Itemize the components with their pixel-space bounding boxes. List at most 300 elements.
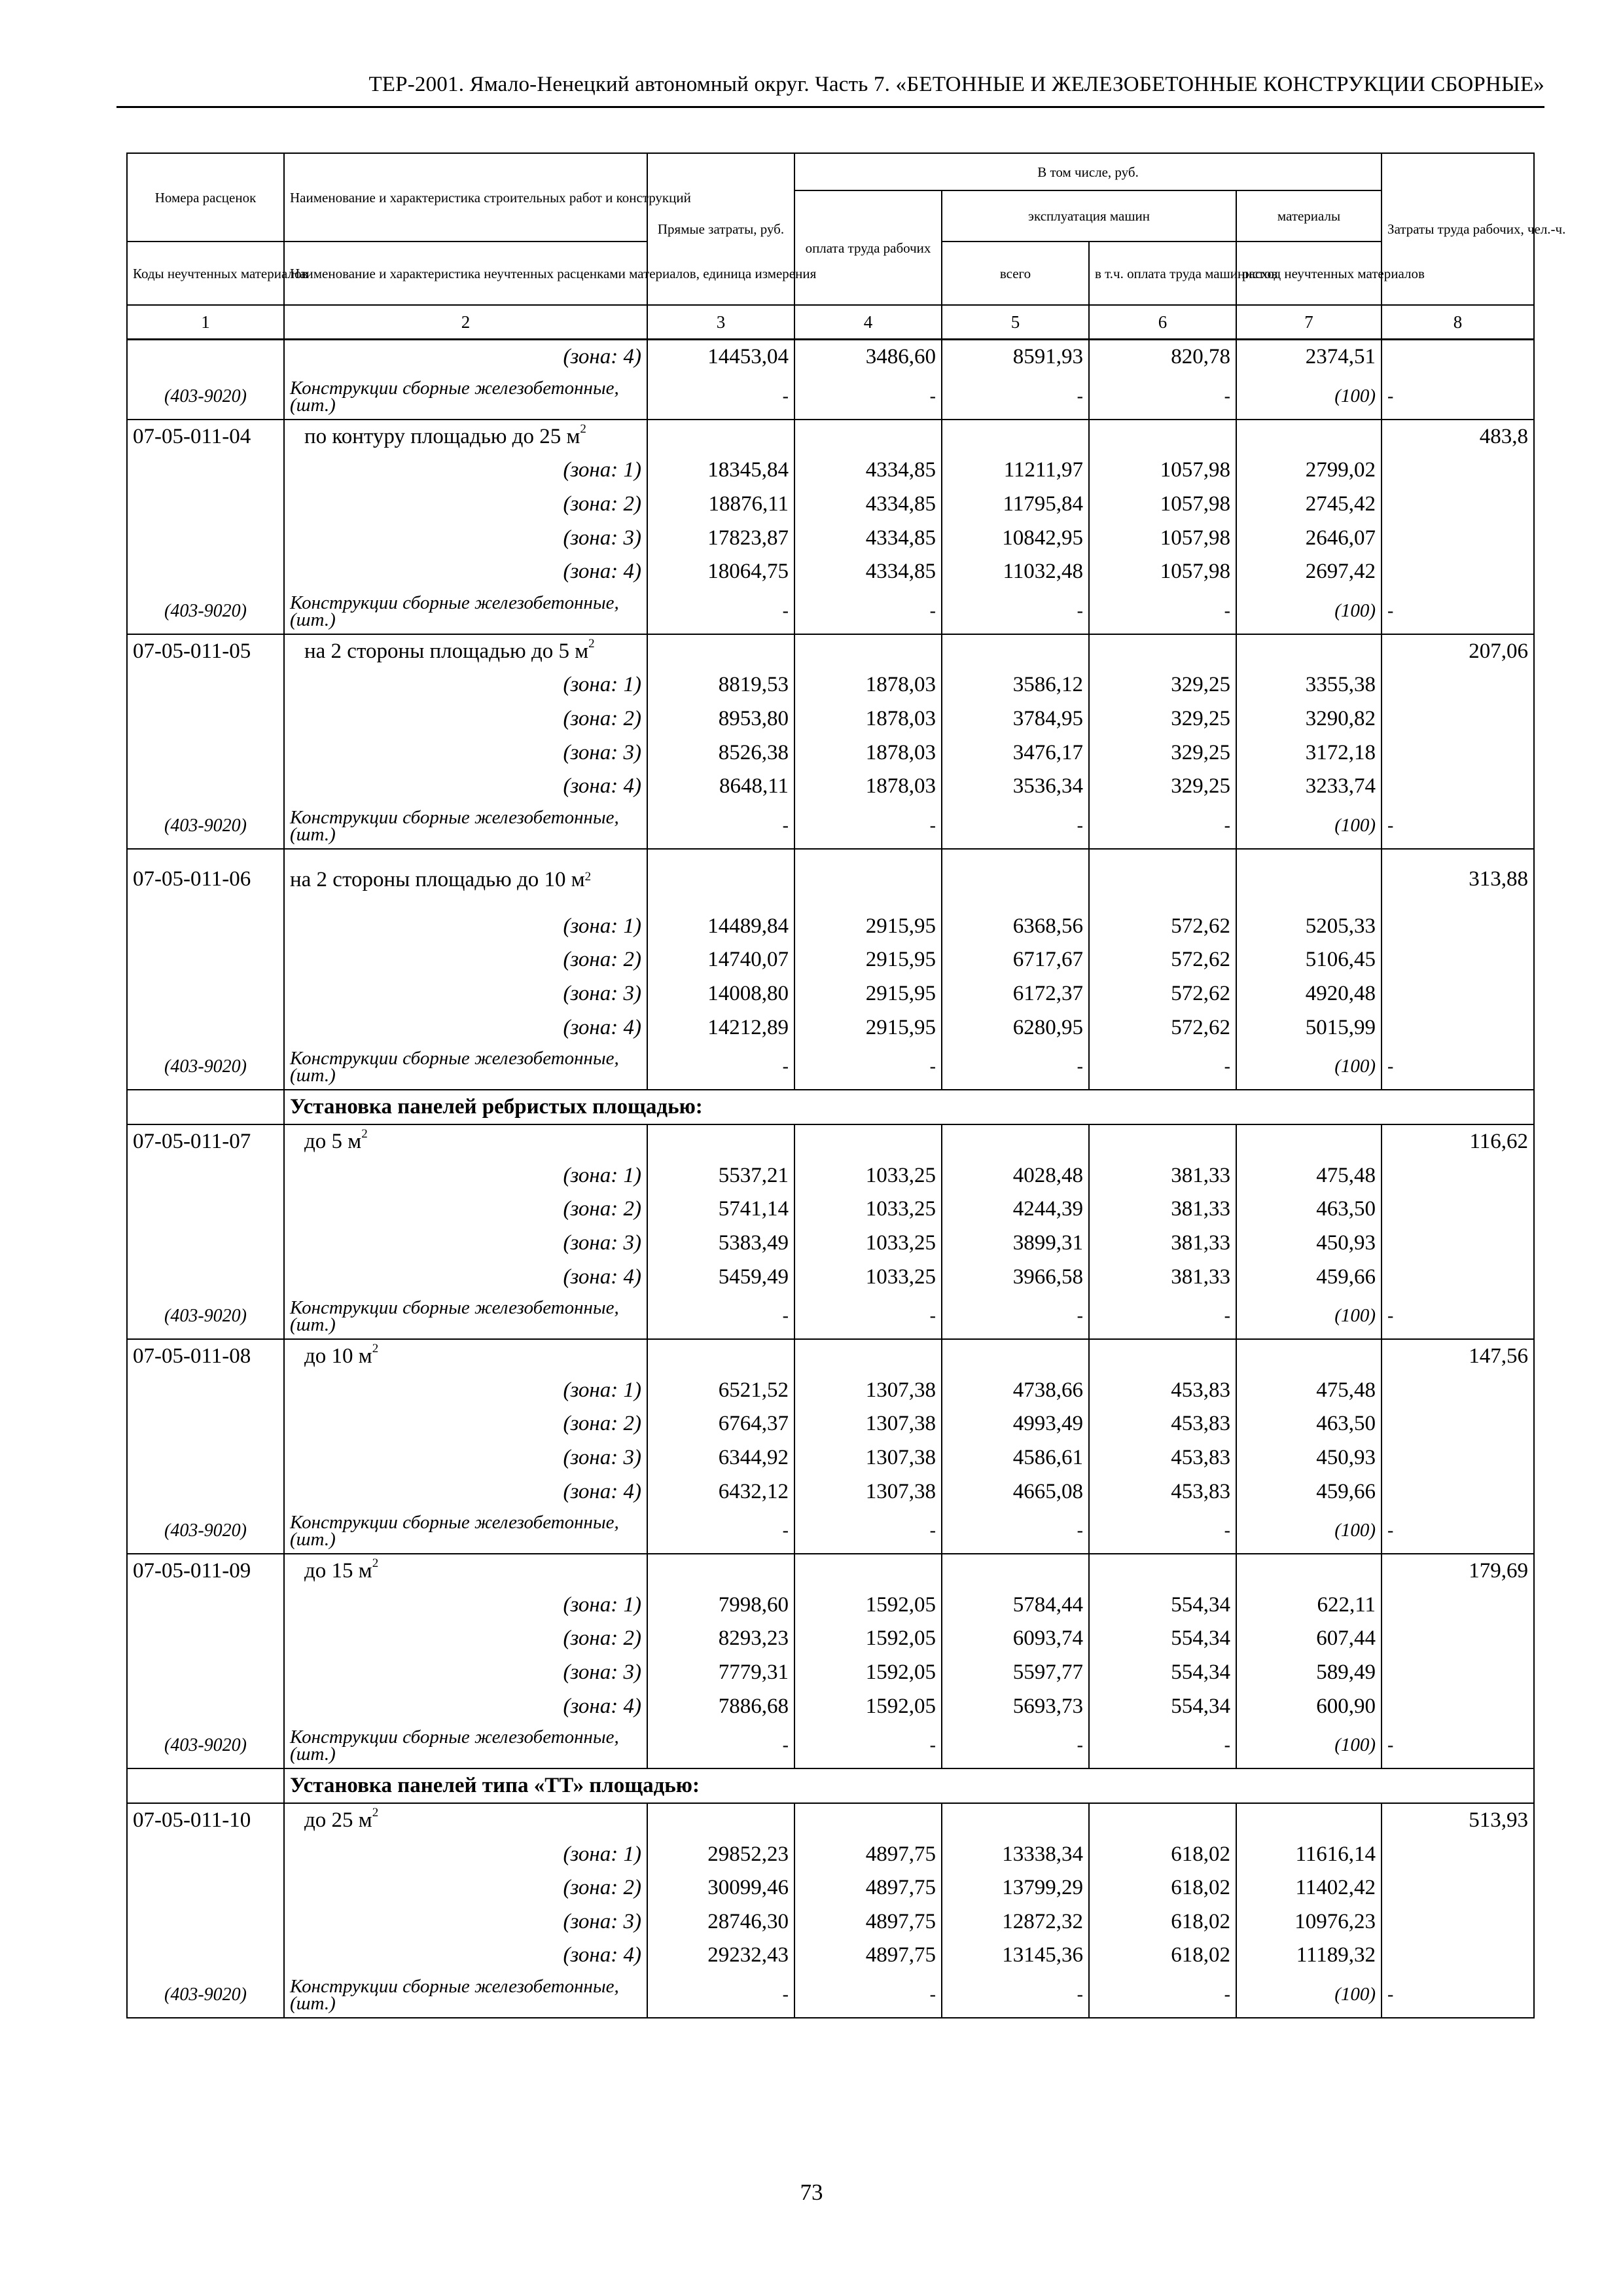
value-cell: 8648,11 bbox=[647, 770, 794, 804]
empty-cell bbox=[942, 1554, 1089, 1588]
value-cell: 5106,45 bbox=[1236, 943, 1382, 977]
zone-label: (зона: 1) bbox=[284, 1837, 647, 1871]
labor-cost: 313,88 bbox=[1382, 849, 1534, 910]
empty-cell bbox=[1382, 488, 1534, 522]
zone-label: (зона: 2) bbox=[284, 488, 647, 522]
material-code: (403-9020) bbox=[127, 1294, 284, 1339]
empty-cell bbox=[1382, 340, 1534, 374]
empty-cell bbox=[1382, 1193, 1534, 1227]
value-cell: 2915,95 bbox=[794, 943, 942, 977]
material-row bbox=[127, 589, 1534, 634]
value-cell: 475,48 bbox=[1236, 1373, 1382, 1407]
zone-label: (зона: 4) bbox=[284, 1689, 647, 1723]
value-cell: 1878,03 bbox=[794, 770, 942, 804]
value-cell: 8591,93 bbox=[942, 340, 1089, 374]
section-row bbox=[127, 1768, 1534, 1803]
col7-header: расход неучтенных материалов bbox=[1236, 242, 1382, 305]
material-row bbox=[127, 374, 1534, 420]
value-cell: 618,02 bbox=[1089, 1837, 1236, 1871]
value-cell: 4665,08 bbox=[942, 1475, 1089, 1509]
empty-cell bbox=[1089, 849, 1236, 910]
col-number: 1 bbox=[127, 305, 284, 340]
unit-superscript: 2 bbox=[588, 636, 595, 651]
value-cell: 618,02 bbox=[1089, 1871, 1236, 1905]
value-cell: 8819,53 bbox=[647, 668, 794, 702]
machines-header: эксплуатация машин bbox=[942, 190, 1236, 242]
zone-row bbox=[127, 1689, 1534, 1723]
value-cell: 7998,60 bbox=[647, 1588, 794, 1622]
value-cell: 554,34 bbox=[1089, 1689, 1236, 1723]
dash-cell: - bbox=[942, 589, 1089, 634]
labor-cost: 116,62 bbox=[1382, 1124, 1534, 1159]
empty-cell bbox=[1382, 1656, 1534, 1690]
material-name: Конструкции сборные железобетонные, (шт.) bbox=[284, 1045, 647, 1090]
dash-cell: - bbox=[1089, 1973, 1236, 2018]
empty-cell bbox=[127, 702, 284, 736]
dash-cell: - bbox=[1382, 1973, 1534, 2018]
value-cell: 14740,07 bbox=[647, 943, 794, 977]
running-header: ТЕР-2001. Ямало-Ненецкий автономный округ. Часть 7. «БЕТОННЫЕ И ЖЕЛЕЗОБЕТОННЫЕ КОНСТРУКЦИИ СБОРНЫЕ» bbox=[368, 73, 1544, 96]
value-cell: 618,02 bbox=[1089, 1939, 1236, 1973]
empty-cell bbox=[942, 420, 1089, 454]
materials-header: материалы bbox=[1236, 190, 1382, 242]
labor-cost: 483,8 bbox=[1382, 420, 1534, 454]
empty-cell bbox=[1089, 634, 1236, 669]
dash-cell: - bbox=[942, 1509, 1089, 1554]
zone-row bbox=[127, 1373, 1534, 1407]
value-cell: 14489,84 bbox=[647, 910, 794, 944]
empty-cell bbox=[1236, 849, 1382, 910]
dash-cell: - bbox=[1382, 1509, 1534, 1554]
rate-name bbox=[284, 1124, 647, 1159]
empty-cell bbox=[127, 1260, 284, 1294]
labor-cost: 513,93 bbox=[1382, 1803, 1534, 1838]
empty-cell bbox=[1382, 1260, 1534, 1294]
empty-cell bbox=[1382, 1159, 1534, 1193]
dash-cell: - bbox=[1089, 1509, 1236, 1554]
value-cell: 453,83 bbox=[1089, 1475, 1236, 1509]
rate-code: 07-05-011-07 bbox=[127, 1124, 284, 1159]
col1-bottom-header: Коды неучтенных материалов bbox=[127, 242, 284, 305]
value-cell: 6432,12 bbox=[647, 1475, 794, 1509]
empty-cell bbox=[647, 1124, 794, 1159]
rate-row bbox=[127, 1803, 1534, 1838]
col1-top-header: Номера расценок bbox=[127, 153, 284, 242]
empty-cell bbox=[1382, 555, 1534, 589]
dash-cell: - bbox=[647, 1723, 794, 1768]
value-cell: 5459,49 bbox=[647, 1260, 794, 1294]
unit-superscript: 2 bbox=[580, 422, 586, 436]
value-cell: 5597,77 bbox=[942, 1656, 1089, 1690]
value-cell: 1592,05 bbox=[794, 1588, 942, 1622]
empty-cell bbox=[1236, 1803, 1382, 1838]
unit-superscript: 2 bbox=[361, 1127, 368, 1141]
value-cell: 18345,84 bbox=[647, 454, 794, 488]
empty-cell bbox=[647, 849, 794, 910]
empty-cell bbox=[1382, 1689, 1534, 1723]
zone-row bbox=[127, 1011, 1534, 1045]
value-cell: 7779,31 bbox=[647, 1656, 794, 1690]
value-cell: 329,25 bbox=[1089, 668, 1236, 702]
material-consumption: (100) bbox=[1236, 1509, 1382, 1554]
value-cell: 5383,49 bbox=[647, 1227, 794, 1261]
col5-header: всего bbox=[942, 242, 1089, 305]
empty-cell bbox=[127, 1768, 284, 1803]
dash-cell: - bbox=[794, 374, 942, 420]
value-cell: 5015,99 bbox=[1236, 1011, 1382, 1045]
value-cell: 11032,48 bbox=[942, 555, 1089, 589]
zone-row bbox=[127, 702, 1534, 736]
value-cell: 3899,31 bbox=[942, 1227, 1089, 1261]
empty-cell bbox=[1382, 977, 1534, 1011]
col-number: 5 bbox=[942, 305, 1089, 340]
zone-label: (зона: 4) bbox=[284, 770, 647, 804]
section-row bbox=[127, 1090, 1534, 1124]
empty-cell bbox=[1236, 1339, 1382, 1374]
dash-cell: - bbox=[942, 1045, 1089, 1090]
value-cell: 554,34 bbox=[1089, 1588, 1236, 1622]
empty-cell bbox=[647, 420, 794, 454]
empty-cell bbox=[1089, 1339, 1236, 1374]
zone-label: (зона: 3) bbox=[284, 1441, 647, 1475]
material-code: (403-9020) bbox=[127, 589, 284, 634]
rate-name bbox=[284, 1803, 647, 1838]
material-name: Конструкции сборные железобетонные, (шт.) bbox=[284, 374, 647, 420]
zone-label: (зона: 4) bbox=[284, 1260, 647, 1294]
empty-cell bbox=[127, 668, 284, 702]
empty-cell bbox=[942, 849, 1089, 910]
rate-row bbox=[127, 1554, 1534, 1588]
empty-cell bbox=[1382, 1475, 1534, 1509]
empty-cell bbox=[794, 634, 942, 669]
empty-cell bbox=[1382, 736, 1534, 770]
value-cell: 554,34 bbox=[1089, 1656, 1236, 1690]
dash-cell: - bbox=[942, 1973, 1089, 2018]
value-cell: 3233,74 bbox=[1236, 770, 1382, 804]
dash-cell: - bbox=[647, 1045, 794, 1090]
empty-cell bbox=[127, 1656, 284, 1690]
value-cell: 6521,52 bbox=[647, 1373, 794, 1407]
value-cell: 7886,68 bbox=[647, 1689, 794, 1723]
empty-cell bbox=[1382, 454, 1534, 488]
material-consumption: (100) bbox=[1236, 374, 1382, 420]
zone-row bbox=[127, 1905, 1534, 1939]
zone-label: (зона: 2) bbox=[284, 943, 647, 977]
value-cell: 8526,38 bbox=[647, 736, 794, 770]
empty-cell bbox=[942, 1124, 1089, 1159]
empty-cell bbox=[127, 1441, 284, 1475]
value-cell: 30099,46 bbox=[647, 1871, 794, 1905]
zone-label: (зона: 2) bbox=[284, 702, 647, 736]
value-cell: 10842,95 bbox=[942, 521, 1089, 555]
zone-row bbox=[127, 736, 1534, 770]
value-cell: 5784,44 bbox=[942, 1588, 1089, 1622]
value-cell: 1307,38 bbox=[794, 1441, 942, 1475]
value-cell: 607,44 bbox=[1236, 1622, 1382, 1656]
value-cell: 4920,48 bbox=[1236, 977, 1382, 1011]
zone-label: (зона: 1) bbox=[284, 454, 647, 488]
empty-cell bbox=[1382, 1871, 1534, 1905]
value-cell: 453,83 bbox=[1089, 1407, 1236, 1441]
zone-label: (зона: 3) bbox=[284, 736, 647, 770]
value-cell: 589,49 bbox=[1236, 1656, 1382, 1690]
value-cell: 572,62 bbox=[1089, 977, 1236, 1011]
value-cell: 4897,75 bbox=[794, 1939, 942, 1973]
dash-cell: - bbox=[794, 589, 942, 634]
value-cell: 5205,33 bbox=[1236, 910, 1382, 944]
value-cell: 3290,82 bbox=[1236, 702, 1382, 736]
dash-cell: - bbox=[794, 1294, 942, 1339]
empty-cell bbox=[647, 1339, 794, 1374]
dash-cell: - bbox=[794, 804, 942, 849]
empty-cell bbox=[794, 1124, 942, 1159]
empty-cell bbox=[1236, 420, 1382, 454]
dash-cell: - bbox=[647, 589, 794, 634]
value-cell: 4586,61 bbox=[942, 1441, 1089, 1475]
dash-cell: - bbox=[794, 1973, 942, 2018]
value-cell: 459,66 bbox=[1236, 1475, 1382, 1509]
rate-code: 07-05-011-09 bbox=[127, 1554, 284, 1588]
value-cell: 1033,25 bbox=[794, 1227, 942, 1261]
empty-cell bbox=[127, 1837, 284, 1871]
rate-code: 07-05-011-10 bbox=[127, 1803, 284, 1838]
material-name: Конструкции сборные железобетонные, (шт.) bbox=[284, 1509, 647, 1554]
col-number: 2 bbox=[284, 305, 647, 340]
value-cell: 10976,23 bbox=[1236, 1905, 1382, 1939]
material-consumption: (100) bbox=[1236, 804, 1382, 849]
value-cell: 6368,56 bbox=[942, 910, 1089, 944]
rate-name bbox=[284, 1554, 647, 1588]
rate-name-text: на 2 стороны площадью до 10 м bbox=[290, 867, 585, 891]
value-cell: 6764,37 bbox=[647, 1407, 794, 1441]
value-cell: 554,34 bbox=[1089, 1622, 1236, 1656]
zone-row bbox=[127, 668, 1534, 702]
empty-cell bbox=[1382, 521, 1534, 555]
value-cell: 453,83 bbox=[1089, 1441, 1236, 1475]
empty-cell bbox=[127, 1193, 284, 1227]
empty-cell bbox=[1382, 770, 1534, 804]
value-cell: 475,48 bbox=[1236, 1159, 1382, 1193]
material-row bbox=[127, 1973, 1534, 2018]
empty-cell bbox=[127, 1905, 284, 1939]
value-cell: 1592,05 bbox=[794, 1622, 942, 1656]
labor-cost: 207,06 bbox=[1382, 634, 1534, 669]
value-cell: 2915,95 bbox=[794, 977, 942, 1011]
empty-cell bbox=[127, 1939, 284, 1973]
table-body bbox=[127, 340, 1534, 2018]
value-cell: 28746,30 bbox=[647, 1905, 794, 1939]
zone-row bbox=[127, 770, 1534, 804]
value-cell: 13799,29 bbox=[942, 1871, 1089, 1905]
value-cell: 4334,85 bbox=[794, 488, 942, 522]
empty-cell bbox=[1089, 1124, 1236, 1159]
empty-cell bbox=[1236, 1554, 1382, 1588]
zone-row bbox=[127, 1656, 1534, 1690]
value-cell: 3586,12 bbox=[942, 668, 1089, 702]
material-code: (403-9020) bbox=[127, 1509, 284, 1554]
value-cell: 11616,14 bbox=[1236, 1837, 1382, 1871]
value-cell: 4028,48 bbox=[942, 1159, 1089, 1193]
unit-superscript: 2 bbox=[372, 1806, 379, 1820]
rate-code: 07-05-011-08 bbox=[127, 1339, 284, 1374]
value-cell: 6717,67 bbox=[942, 943, 1089, 977]
zone-label: (зона: 3) bbox=[284, 1656, 647, 1690]
empty-cell bbox=[942, 1803, 1089, 1838]
dash-cell: - bbox=[647, 1509, 794, 1554]
empty-cell bbox=[127, 736, 284, 770]
empty-cell bbox=[127, 910, 284, 944]
value-cell: 11211,97 bbox=[942, 454, 1089, 488]
empty-cell bbox=[794, 1803, 942, 1838]
zone-row bbox=[127, 454, 1534, 488]
value-cell: 13145,36 bbox=[942, 1939, 1089, 1973]
value-cell: 5537,21 bbox=[647, 1159, 794, 1193]
value-cell: 4738,66 bbox=[942, 1373, 1089, 1407]
zone-row bbox=[127, 1193, 1534, 1227]
value-cell: 450,93 bbox=[1236, 1441, 1382, 1475]
value-cell: 600,90 bbox=[1236, 1689, 1382, 1723]
empty-cell bbox=[1382, 1588, 1534, 1622]
zone-label: (зона: 2) bbox=[284, 1193, 647, 1227]
value-cell: 329,25 bbox=[1089, 736, 1236, 770]
empty-cell bbox=[647, 1803, 794, 1838]
empty-cell bbox=[1382, 668, 1534, 702]
value-cell: 3966,58 bbox=[942, 1260, 1089, 1294]
value-cell: 1878,03 bbox=[794, 736, 942, 770]
zone-row bbox=[127, 1441, 1534, 1475]
material-code: (403-9020) bbox=[127, 1045, 284, 1090]
empty-cell bbox=[1382, 910, 1534, 944]
col6-header: в т.ч. оплата труда машинистов bbox=[1089, 242, 1236, 305]
value-cell: 2646,07 bbox=[1236, 521, 1382, 555]
value-cell: 1307,38 bbox=[794, 1475, 942, 1509]
value-cell: 5741,14 bbox=[647, 1193, 794, 1227]
rate-name bbox=[284, 1339, 647, 1374]
empty-cell bbox=[127, 1622, 284, 1656]
zone-row bbox=[127, 1622, 1534, 1656]
empty-cell bbox=[647, 1554, 794, 1588]
empty-cell bbox=[127, 340, 284, 374]
empty-cell bbox=[127, 1090, 284, 1124]
empty-cell bbox=[1382, 1905, 1534, 1939]
value-cell: 1057,98 bbox=[1089, 521, 1236, 555]
labor-cost: 179,69 bbox=[1382, 1554, 1534, 1588]
dash-cell: - bbox=[794, 1509, 942, 1554]
empty-cell bbox=[127, 977, 284, 1011]
rate-name-text: до 10 м bbox=[304, 1344, 372, 1369]
rates-table bbox=[126, 152, 1566, 2018]
value-cell: 1307,38 bbox=[794, 1373, 942, 1407]
value-cell: 6344,92 bbox=[647, 1441, 794, 1475]
dash-cell: - bbox=[794, 1045, 942, 1090]
zone-label: (зона: 4) bbox=[284, 340, 647, 374]
material-consumption: (100) bbox=[1236, 1294, 1382, 1339]
zone-label: (зона: 2) bbox=[284, 1622, 647, 1656]
dash-cell: - bbox=[647, 804, 794, 849]
incl-header: В том числе, руб. bbox=[794, 153, 1382, 190]
zone-label: (зона: 4) bbox=[284, 1939, 647, 1973]
empty-cell bbox=[794, 1554, 942, 1588]
empty-cell bbox=[127, 521, 284, 555]
empty-cell bbox=[942, 1339, 1089, 1374]
value-cell: 572,62 bbox=[1089, 910, 1236, 944]
unit-superscript: 2 bbox=[372, 1556, 379, 1571]
dash-cell: - bbox=[1089, 804, 1236, 849]
zone-row bbox=[127, 1939, 1534, 1973]
value-cell: 3476,17 bbox=[942, 736, 1089, 770]
empty-cell bbox=[1382, 1227, 1534, 1261]
dash-cell: - bbox=[942, 374, 1089, 420]
dash-cell: - bbox=[794, 1723, 942, 1768]
rate-code: 07-05-011-06 bbox=[127, 849, 284, 910]
value-cell: 4897,75 bbox=[794, 1871, 942, 1905]
empty-cell bbox=[127, 1475, 284, 1509]
value-cell: 3536,34 bbox=[942, 770, 1089, 804]
value-cell: 3355,38 bbox=[1236, 668, 1382, 702]
page-number: 73 bbox=[800, 2179, 823, 2205]
empty-cell bbox=[127, 770, 284, 804]
value-cell: 2915,95 bbox=[794, 910, 942, 944]
empty-cell bbox=[1089, 1554, 1236, 1588]
labor-cost: 147,56 bbox=[1382, 1339, 1534, 1374]
value-cell: 6093,74 bbox=[942, 1622, 1089, 1656]
value-cell: 1057,98 bbox=[1089, 555, 1236, 589]
col4-header: оплата труда рабочих bbox=[794, 190, 942, 305]
empty-cell bbox=[1089, 1803, 1236, 1838]
value-cell: 14453,04 bbox=[647, 340, 794, 374]
empty-cell bbox=[1382, 1407, 1534, 1441]
material-row bbox=[127, 1045, 1534, 1090]
zone-label: (зона: 1) bbox=[284, 668, 647, 702]
zone-label: (зона: 4) bbox=[284, 555, 647, 589]
zone-label: (зона: 1) bbox=[284, 1373, 647, 1407]
empty-cell bbox=[794, 1339, 942, 1374]
value-cell: 13338,34 bbox=[942, 1837, 1089, 1871]
value-cell: 2697,42 bbox=[1236, 555, 1382, 589]
value-cell: 572,62 bbox=[1089, 943, 1236, 977]
value-cell: 1592,05 bbox=[794, 1656, 942, 1690]
material-name: Конструкции сборные железобетонные, (шт.) bbox=[284, 1973, 647, 2018]
empty-cell bbox=[1382, 1373, 1534, 1407]
value-cell: 11795,84 bbox=[942, 488, 1089, 522]
zone-row bbox=[127, 1260, 1534, 1294]
value-cell: 4897,75 bbox=[794, 1905, 942, 1939]
zone-row bbox=[127, 977, 1534, 1011]
material-consumption: (100) bbox=[1236, 589, 1382, 634]
value-cell: 1057,98 bbox=[1089, 454, 1236, 488]
value-cell: 1033,25 bbox=[794, 1159, 942, 1193]
unit-superscript: 2 bbox=[372, 1342, 379, 1356]
zone-row bbox=[127, 1871, 1534, 1905]
col-number: 8 bbox=[1382, 305, 1534, 340]
value-cell: 4334,85 bbox=[794, 521, 942, 555]
value-cell: 381,33 bbox=[1089, 1193, 1236, 1227]
zone-row bbox=[127, 910, 1534, 944]
value-cell: 450,93 bbox=[1236, 1227, 1382, 1261]
zone-row bbox=[127, 340, 1534, 374]
dash-cell: - bbox=[1089, 1045, 1236, 1090]
value-cell: 2745,42 bbox=[1236, 488, 1382, 522]
material-row bbox=[127, 1294, 1534, 1339]
value-cell: 820,78 bbox=[1089, 340, 1236, 374]
rate-name-text: по контуру площадью до 25 м bbox=[304, 424, 580, 448]
dash-cell: - bbox=[1089, 1294, 1236, 1339]
rate-name-text: до 5 м bbox=[304, 1130, 362, 1154]
material-name: Конструкции сборные железобетонные, (шт.) bbox=[284, 1294, 647, 1339]
empty-cell bbox=[127, 943, 284, 977]
empty-cell bbox=[127, 1373, 284, 1407]
value-cell: 1307,38 bbox=[794, 1407, 942, 1441]
